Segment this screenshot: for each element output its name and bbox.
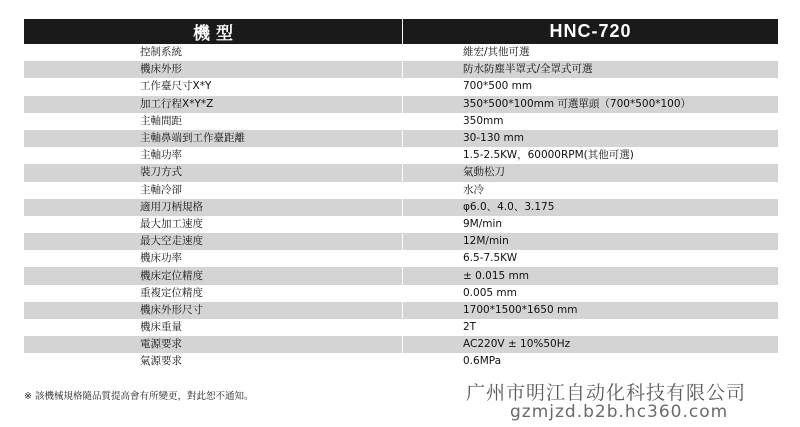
spec-value-cell: 水冷	[403, 182, 779, 199]
footnote: ※ 該機械規格隨品質提高會有所變更，對此恕不通知。	[24, 391, 254, 402]
spec-name-cell: 加工行程X*Y*Z	[24, 96, 403, 113]
spec-value-cell: 350mm	[403, 113, 779, 130]
spec-value-cell: 12M/min	[403, 233, 779, 250]
header-model: 機 型	[24, 19, 403, 44]
table-row	[24, 130, 778, 147]
spec-name-cell: 機床外形尺寸	[24, 302, 403, 319]
spec-value-cell: 維宏/其他可選	[403, 44, 779, 61]
spec-value-cell: 0.005 mm	[403, 285, 779, 302]
spec-name-cell: 裝刀方式	[24, 164, 403, 181]
table-row	[24, 44, 778, 61]
table-row	[24, 61, 778, 78]
table-row	[24, 96, 778, 113]
spec-value-cell: 0.6MPa	[403, 353, 779, 370]
spec-name-cell: 主軸間距	[24, 113, 403, 130]
table-row	[24, 319, 778, 336]
watermark-company: 广州市明江自动化科技有限公司	[466, 382, 747, 404]
spec-table	[24, 19, 778, 371]
header-model-number: HNC-720	[403, 19, 779, 44]
table-row	[24, 267, 778, 284]
table-row	[24, 182, 778, 199]
spec-value-cell: 6.5-7.5KW	[403, 250, 779, 267]
spec-value-cell: 30-130 mm	[403, 130, 779, 147]
spec-name-cell: 重複定位精度	[24, 285, 403, 302]
table-row	[24, 353, 778, 370]
table-row	[24, 78, 778, 95]
table-row	[24, 147, 778, 164]
spec-value-cell: AC220V ± 10%50Hz	[403, 336, 779, 353]
spec-name-cell: 機床外形	[24, 61, 403, 78]
spec-value-cell: 350*500*100mm 可選單頭（700*500*100）	[403, 96, 779, 113]
spec-value-cell: 9M/min	[403, 216, 779, 233]
spec-name-cell: 主軸功率	[24, 147, 403, 164]
spec-value-cell: 1700*1500*1650 mm	[403, 302, 779, 319]
watermark-url: gzmjzd.b2b.hc360.com	[510, 402, 729, 422]
spec-value-cell: 2T	[403, 319, 779, 336]
table-row	[24, 336, 778, 353]
spec-name-cell: 主軸鼻端到工作臺距離	[24, 130, 403, 147]
table-row	[24, 216, 778, 233]
table-header-row	[24, 19, 778, 44]
spec-value-cell: 氣動松刀	[403, 164, 779, 181]
spec-name-cell: 適用刀柄規格	[24, 199, 403, 216]
table-row	[24, 199, 778, 216]
spec-value-cell: 700*500 mm	[403, 78, 779, 95]
spec-value-cell: 防水防塵半罩式/全罩式可選	[403, 61, 779, 78]
spec-name-cell: 電源要求	[24, 336, 403, 353]
table-row	[24, 164, 778, 181]
table-row	[24, 302, 778, 319]
spec-body	[24, 44, 778, 371]
spec-name-cell: 最大加工速度	[24, 216, 403, 233]
table-row	[24, 250, 778, 267]
spec-name-cell: 最大空走速度	[24, 233, 403, 250]
spec-name-cell: 工作臺尺寸X*Y	[24, 78, 403, 95]
spec-value-cell: ± 0.015 mm	[403, 267, 779, 284]
spec-name-cell: 氣源要求	[24, 353, 403, 370]
table-row	[24, 233, 778, 250]
spec-value-cell: 1.5-2.5KW，60000RPM(其他可選)	[403, 147, 779, 164]
table-row	[24, 285, 778, 302]
spec-name-cell: 機床重量	[24, 319, 403, 336]
spec-value-cell: φ6.0、4.0、3.175	[403, 199, 779, 216]
spec-name-cell: 機床功率	[24, 250, 403, 267]
table-row	[24, 113, 778, 130]
spec-name-cell: 主軸冷卻	[24, 182, 403, 199]
spec-name-cell: 機床定位精度	[24, 267, 403, 284]
spec-name-cell: 控制系統	[24, 44, 403, 61]
